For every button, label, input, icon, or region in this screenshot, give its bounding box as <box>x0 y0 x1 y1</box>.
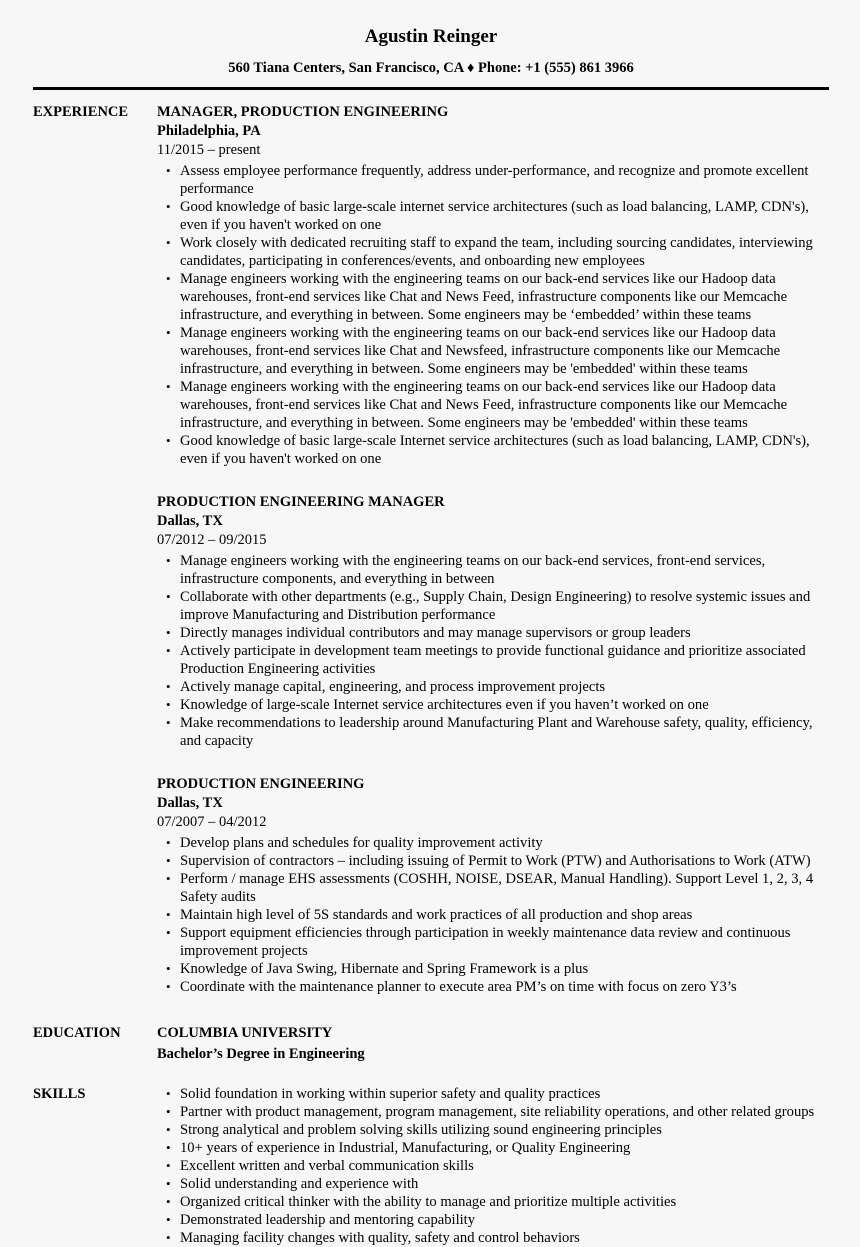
job-bullet-item: • Good knowledge of basic large-scale Internet service architectures (such as load balancing, LAMP, CDN's), even if you haven't worked on one <box>157 432 829 468</box>
experience-jobs <box>157 103 829 996</box>
education-section <box>33 1024 829 1064</box>
skill-bullet-item: • Demonstrated leadership and mentoring capability <box>157 1211 829 1229</box>
job-bullet-item: • Perform / manage EHS assessments (COSHH, NOISE, DSEAR, Manual Handling). Support Level 1, 2, 3, 4 Safety audits <box>157 870 829 906</box>
job-bullet-item: • Good knowledge of basic large-scale internet service architectures (such as load balancing, LAMP, CDN's), even if you haven't worked on one <box>157 198 829 234</box>
degree-name: Bachelor’s Degree in Engineering <box>157 1046 365 1062</box>
skills-section-label: SKILLS <box>33 1086 86 1102</box>
job-bullet-list <box>157 162 829 468</box>
job-bullet-item: • Supervision of contractors – including issuing of Permit to Work (PTW) and Authorisations to Work (ATW) <box>157 852 829 870</box>
job-dates: 11/2015 – present <box>157 142 261 158</box>
job-bullet-item: • Directly manages individual contributors and may manage supervisors or group leaders <box>157 624 829 642</box>
job-title: PRODUCTION ENGINEERING <box>157 776 365 792</box>
education-section-label: EDUCATION <box>33 1025 121 1041</box>
job-dates: 07/2007 – 04/2012 <box>157 814 267 830</box>
skill-bullet-item: • Organized critical thinker with the ability to manage and prioritize multiple activities <box>157 1193 829 1211</box>
job-bullet-item: • Make recommendations to leadership around Manufacturing Plant and Warehouse safety, quality, efficiency, and capacity <box>157 714 829 750</box>
job-bullet-item: • Collaborate with other departments (e.g., Supply Chain, Design Engineering) to resolve systemic issues and improve Manufacturing and Distribution performance <box>157 588 829 624</box>
job-entry <box>157 775 829 996</box>
job-bullet-item: • Manage engineers working with the engineering teams on our back-end services like our Hadoop data warehouses, front-end services like Chat and News Feed, infrastructure components like our Memcache infrastructure, and everything in between. Some engineers may be ‘embedded’ within these teams <box>157 270 829 324</box>
skill-bullet-item: • Solid foundation in working within superior safety and quality practices <box>157 1085 829 1103</box>
job-bullet-item: • Develop plans and schedules for quality improvement activity <box>157 834 829 852</box>
job-location: Dallas, TX <box>157 795 223 811</box>
skill-bullet-item: • Strong analytical and problem solving skills utilizing sound engineering principles <box>157 1121 829 1139</box>
skill-bullet-item: • Excellent written and verbal communication skills <box>157 1157 829 1175</box>
job-title: PRODUCTION ENGINEERING MANAGER <box>157 494 445 510</box>
job-entry <box>157 493 829 750</box>
job-bullet-list <box>157 834 829 996</box>
header-divider-rule <box>33 87 829 90</box>
skill-bullet-item: • Solid understanding and experience with <box>157 1175 829 1193</box>
job-bullet-item: • Coordinate with the maintenance planner to execute area PM’s on time with focus on zero Y3’s <box>157 978 829 996</box>
job-bullet-item: • Actively participate in development team meetings to provide functional guidance and prioritize associated Production Engineering activities <box>157 642 829 678</box>
job-bullet-item: • Support equipment efficiencies through participation in weekly maintenance data review and continuous improvement projects <box>157 924 829 960</box>
job-bullet-item: • Knowledge of Java Swing, Hibernate and Spring Framework is a plus <box>157 960 829 978</box>
job-bullet-item: • Manage engineers working with the engineering teams on our back-end services, front-end services, infrastructure components, and everything in between <box>157 552 829 588</box>
skills-section <box>33 1085 829 1247</box>
skill-bullet-item: • Managing facility changes with quality, safety and control behaviors <box>157 1229 829 1247</box>
job-dates: 07/2012 – 09/2015 <box>157 532 267 548</box>
job-title: MANAGER, PRODUCTION ENGINEERING <box>157 104 449 120</box>
experience-section <box>33 103 829 996</box>
skills-bullet-list <box>157 1085 829 1247</box>
job-location: Dallas, TX <box>157 513 223 529</box>
resume-owner-name: Agustin Reinger <box>364 26 498 47</box>
school-name: COLUMBIA UNIVERSITY <box>157 1025 333 1041</box>
job-bullet-item: • Actively manage capital, engineering, and process improvement projects <box>157 678 829 696</box>
contact-line: 560 Tiana Centers, San Francisco, CA ♦ Phone: +1 (555) 861 3966 <box>228 60 634 76</box>
job-bullet-item: • Maintain high level of 5S standards and work practices of all production and shop areas <box>157 906 829 924</box>
job-bullet-item: • Knowledge of large-scale Internet service architectures even if you haven’t worked on one <box>157 696 829 714</box>
job-bullet-item: • Work closely with dedicated recruiting staff to expand the team, including sourcing candidates, interviewing candidates, participating in conferences/events, and onboarding new employees <box>157 234 829 270</box>
job-bullet-item: • Manage engineers working with the engineering teams on our back-end services like our Hadoop data warehouses, front-end services like Chat and News Feed, infrastructure components like our Memcache infrastructure, and everything in between. Some engineers may be 'embedded' within these teams <box>157 378 829 432</box>
skill-bullet-item: • 10+ years of experience in Industrial, Manufacturing, or Quality Engineering <box>157 1139 829 1157</box>
job-bullet-item: • Manage engineers working with the engineering teams on our back-end services like our Hadoop data warehouses, front-end services like Chat and Newsfeed, infrastructure components like our Memcache infrastructure, and everything in between. Some engineers may be 'embedded' within these teams <box>157 324 829 378</box>
job-bullet-item: • Assess employee performance frequently, address under-performance, and recognize and promote excellent performance <box>157 162 829 198</box>
experience-section-label: EXPERIENCE <box>33 104 129 120</box>
education-entry <box>157 1024 829 1064</box>
job-location: Philadelphia, PA <box>157 123 261 139</box>
job-entry <box>157 103 829 468</box>
job-bullet-list <box>157 552 829 750</box>
skill-bullet-item: • Partner with product management, program management, site reliability operations, and other related groups <box>157 1103 829 1121</box>
